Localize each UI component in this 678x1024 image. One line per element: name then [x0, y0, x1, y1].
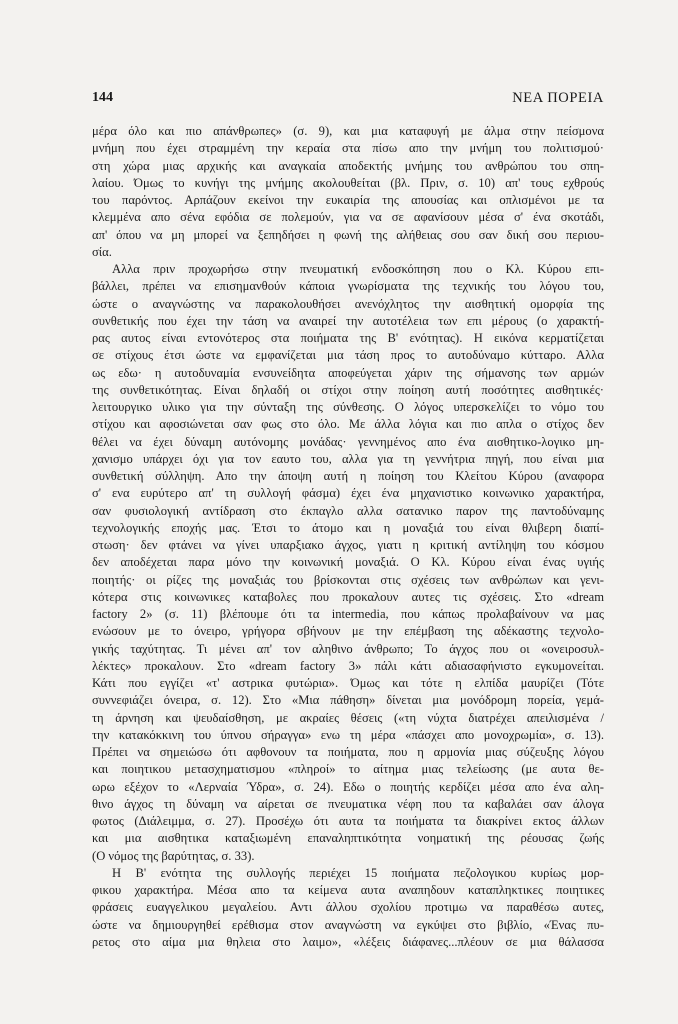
text-line: θέλει να έχει δύναμη αυτόνομης μονάδας· γεννημένος απο ένα αισθητικο-λογικο μη-	[92, 434, 604, 449]
text-line: ως εδω· η αυτοδυναμία ενσυνείδητα αποφεύγεται χάριν της σήμανσης των αρμών	[92, 365, 604, 380]
text-line: απ' όπου να μη μπορεί να ξεπηδήσει η φωνή της αλήθειας σου σαν δική σου περιου-	[92, 227, 604, 242]
text-line: ωρω εξέχον το «Λερναία Ύδρα», σ. 24). Εδω ο ποιητής κερδίζει μέσα απο ένα αλη-	[92, 779, 604, 794]
text-line: γικής ταχύτητας. Τι μένει απ' τον αληθινο άνθρωπο; Το άγχος που οι «ονειροσυλ-	[92, 641, 604, 656]
text-line: Κάτι που εγγίζει «τ' αστρικα φυτώρια». Όμως και τότε η ελπίδα μαυρίζει (Τότε	[92, 676, 604, 690]
text-line: στη χώρα μιας αρχικής και αναγκαία αποδεκτής μνήμης του ανθρώπου του σπη-	[92, 158, 604, 173]
text-line: ώστε να δημιουργηθεί ερέθισμα στον αναγνώστη να εγκύψει στο βιβλίο, «Ένας πυ-	[92, 917, 604, 932]
text-line: την κατακόκκινη του ύπνου σήραγγα» ενω τη μέρα «πάσχει απο μονοχρωμία», σ. 13).	[92, 727, 604, 742]
text-line: μέρα όλο και πιο απάνθρωπες» (σ. 9), και μια καταφυγή με άλμα στην πείσμονα	[92, 124, 604, 138]
text-line: βάλλει, πρέπει να επισημανθούν κάποια γνωρίσματα της τεχνικής του λόγου του,	[92, 279, 604, 294]
text-line: δεν αποδέχεται παρα μόνο την κοινωνική μοναξιά. Ο Κλ. Κύρου είναι ένας υγιής	[92, 555, 604, 570]
text-line: χανισμο υπάρχει όχι για τον εαυτο του, αλλα για τη γεννήτρια πηγή, που είναι μια	[92, 451, 604, 466]
text-line: λαίου. Όμως το κυνήγι της μνήμης ακολουθείται (βλ. Πριν, σ. 10) απ' τους εχθρούς	[92, 175, 604, 190]
text-line: (Ο νόμος της βαρύτητας, σ. 33).	[92, 848, 255, 863]
body-text	[92, 123, 604, 951]
text-line: Αλλα πριν προχωρήσω στην πνευματική ενδοσκόπηση που ο Κλ. Κύρου επι-	[112, 262, 604, 276]
text-line: σε στίχους έτσι ώστε να εμφανίζεται μια τάση προς το αυτοδύναμο κύτταρο. Αλλα	[92, 348, 604, 363]
paragraph	[92, 123, 604, 261]
text-line: της συνθετικότητας. Είναι δηλαδή οι στίχοι στην ποίηση αυτή ποσότητες αισθητικές·	[92, 382, 604, 397]
text-line: και ποιητικου μετασχηματισμου «πληροί» το αίτημα μιας τελείωσης (με αυτα θε-	[92, 762, 604, 777]
text-line: ρετος στο αίμα μια θηλεια στο λαιμο», «λέξεις διάφανες...πλέουν σε μια θάλασσα	[92, 934, 604, 949]
text-line: ενώσουν με το όνειρο, γρήγορα σβήνουν με την επέμβαση της αδέκαστης τεχνολο-	[92, 624, 604, 639]
text-line: θινο άγχος τη δύναμη να αίρεται σε πνευματικα νέφη που τα καβαλάει σαν άλογα	[92, 796, 604, 811]
text-line: ρας αυτος είναι εντονότερος στα ποιήματα της Β' ενότητας). Η εικόνα κερματίζεται	[92, 331, 604, 345]
text-line: τεχνολογικής εποχής μας. Έτσι το άτομο και η μοναξιά του είναι θλιβερη διαπί-	[92, 520, 604, 535]
text-line: συννεφιάζει όνειρα, σ. 12). Στο «Μια πάθηση» δίνεται μια μονόδρομη πορεία, γεμά-	[92, 693, 604, 708]
text-line: Η Β' ενότητα της συλλογής περιέχει 15 ποιήματα πεζολογικου κυρίως μορ-	[112, 865, 604, 880]
text-line: κότερα στις κοινωνικες καταβολες που προκαλουν αυτες τις σχέσεις. Στο «dream	[92, 589, 604, 604]
text-line: στωση· δεν φτάνει να γίνει υπαρξιακο άγχος, γιατι η κριτική αντίληψη του κόσμου	[92, 538, 604, 552]
text-line: ποιητής· οι ρίζες της μοναξιάς του βρίσκονται στις σχέσεις των ανθρώπων και γενι-	[92, 572, 604, 587]
text-line: σ' ενα ευρύτερο απ' τη συλλογή φάσμα) έχει ένα μηχανιστικο κοινωνικο χαρακτήρα,	[92, 486, 604, 501]
text-line: σαν φυσιολογική αντίδραση στο έκπαγλο αλλα σατανικο παρον της παντοδύναμης	[92, 503, 604, 518]
page-number: 144	[92, 90, 113, 105]
paragraph	[92, 865, 604, 951]
text-line: τη άρνηση και ψευδαίσθηση, με ακραίες θέσεις («τη νύχτα διατρέχει απειλισμένα /	[92, 710, 604, 725]
text-line: φικου χαρακτήρα. Μέσα απο τα κείμενα αυτα αναπηδουν καταπληκτικες ποιητικες	[92, 883, 604, 897]
text-line: συνθετικής που έχει την τάση να αναιρεί την αυτοτέλεια των επι μέρους (ο χαρακτή-	[92, 313, 604, 328]
text-line: λειτουργικο υλικο για την σύνταξη της σύνθεσης. Ο λόγος υπερσκελίζει το νόμο του	[92, 400, 604, 414]
text-line: και μια αισθητικα καταξιωμένη επαναληπτικότητα νοηματική της ρέουσας ζωής	[92, 831, 604, 846]
paragraph	[92, 261, 604, 865]
text-line: κλεμμένα απο σένα εφόδια σε πολεμούν, για να σε αφανίσουν μέσα σ' ένα σκοτάδι,	[92, 210, 604, 225]
text-line: μνήμη που έχει στραμμένη την κεραία στα πίσω απο την μνήμη του πολιτισμού·	[92, 141, 604, 156]
text-line: φράσεις ευαγγελικου μεγαλείου. Αντι άλλου σχολίου προτιμω να παραθέσω αυτες,	[92, 900, 604, 915]
text-line: φωτος (Διάλειμμα, σ. 27). Προσέχω ότι αυτα τα ποιήματα τα διακρίνει εκτος άλλων	[92, 814, 604, 828]
text-line: Πρέπει να σημειώσω ότι αφθονουν τα ποιήματα, που η αρμονία μιας σύζευξης λόγου	[92, 745, 604, 759]
text-line: λέκτες» προκαλουν. Στο «dream factory 3» πάλι κάτι αδιασαφήνιστο εγκυμονείται.	[92, 658, 604, 673]
text-line: στίχου και αφοσιώνεται σαν φως στο όλο. Με άλλα λόγια και πιο απλα ο στίχος δεν	[92, 417, 604, 432]
text-line: ώστε ο αναγνώστης να παρακολουθήσει ανενόχλητος την αισθητική ομορφία της	[92, 296, 604, 311]
text-line: συνθετική σύλληψη. Απο την άποψη αυτή η ποίηση του Κλείτου Κύρου (αναφορα	[92, 469, 604, 483]
text-line: factory 2» (σ. 11) βλέπουμε ότι τα intermedia, που κάπως προλαβαίνουν να μας	[92, 607, 604, 621]
running-header	[92, 88, 604, 108]
journal-title: ΝΕΑ ΠΟΡΕΙΑ	[512, 90, 604, 106]
text-line: του παρόντος. Αρπάζουν εκείνοι την ευκαιρία της απουσίας και οπλισμένοι με τα	[92, 193, 604, 207]
text-line: σία.	[92, 244, 112, 259]
